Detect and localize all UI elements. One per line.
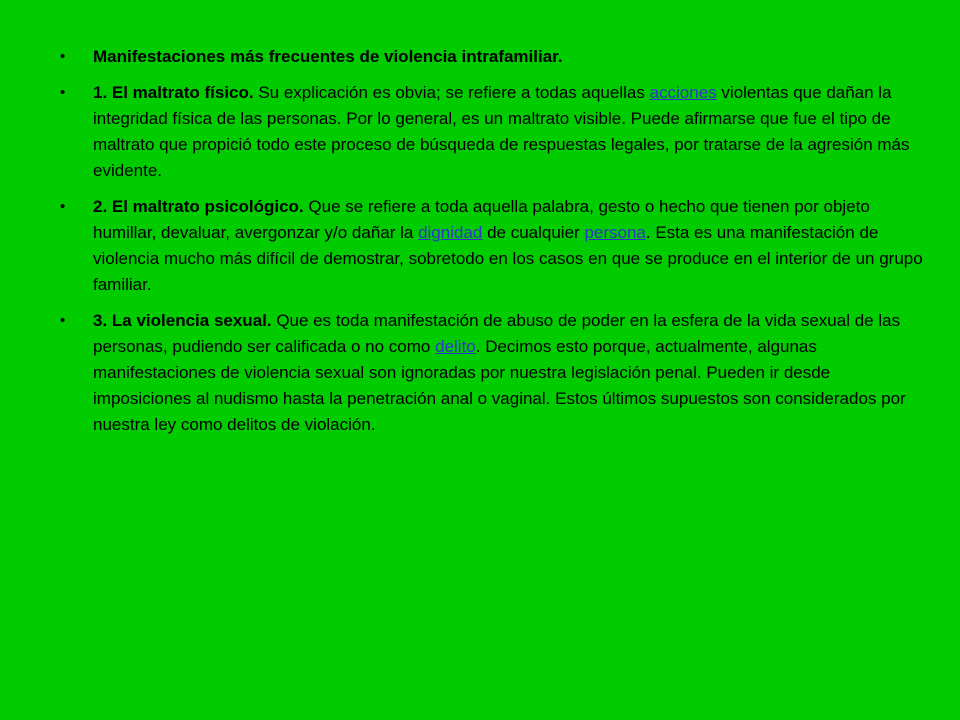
item-text: . Decimos esto porque, actualmente, algunas manifestaciones de violencia sexual son ignoradas por nuestra legislación penal. Pueden ir desde imposiciones al nudismo hasta la penetración anal o vaginal. Estos últimos supuestos son considerados por nuestra ley como delitos de violación. bbox=[93, 337, 906, 434]
link-dignidad[interactable]: dignidad bbox=[418, 223, 483, 242]
item-heading: 3. La violencia sexual. bbox=[93, 311, 272, 330]
item-text: . Esta es una manifestación de violencia mucho más difícil de demostrar, sobretodo en los casos en que se produce en el interior de un grupo familiar. bbox=[93, 223, 923, 294]
item-heading: 2. El maltrato psicológico. bbox=[93, 197, 304, 216]
item-text: violentas que dañan la integridad física de las personas. Por lo general, es un maltrato visible. Puede afirmarse que fue el tipo de maltrato que propició todo este proceso de búsqueda de respuestas legales, por tratarse de la agresión más evidente. bbox=[93, 83, 910, 180]
link-persona[interactable]: persona bbox=[584, 223, 646, 242]
bullet-icon: • bbox=[60, 48, 66, 65]
item-text: Su explicación es obvia; se refiere a todas aquellas bbox=[253, 83, 650, 102]
link-delito[interactable]: delito bbox=[435, 337, 476, 356]
list-item-psychological-abuse bbox=[60, 194, 928, 298]
list-item-sexual-violence bbox=[60, 308, 928, 438]
item-text: de cualquier bbox=[482, 223, 585, 242]
item-heading: 1. El maltrato físico. bbox=[93, 83, 254, 102]
list-item-physical-abuse bbox=[60, 80, 928, 184]
bullet-icon: • bbox=[60, 198, 66, 215]
item-text: Que es toda manifestación de abuso de poder en la esfera de la vida sexual de las personas, pudiendo ser calificada o no como bbox=[93, 311, 901, 356]
item-text: Que se refiere a toda aquella palabra, gesto o hecho que tienen por objeto humillar, devaluar, avergonzar y/o dañar la bbox=[93, 197, 870, 242]
bullet-icon: • bbox=[60, 84, 66, 101]
bullet-icon: • bbox=[60, 312, 66, 329]
bullet-list bbox=[60, 44, 928, 448]
link-acciones[interactable]: acciones bbox=[649, 83, 717, 102]
list-item-title bbox=[60, 44, 928, 70]
section-title: Manifestaciones más frecuentes de violencia intrafamiliar. bbox=[93, 47, 563, 66]
